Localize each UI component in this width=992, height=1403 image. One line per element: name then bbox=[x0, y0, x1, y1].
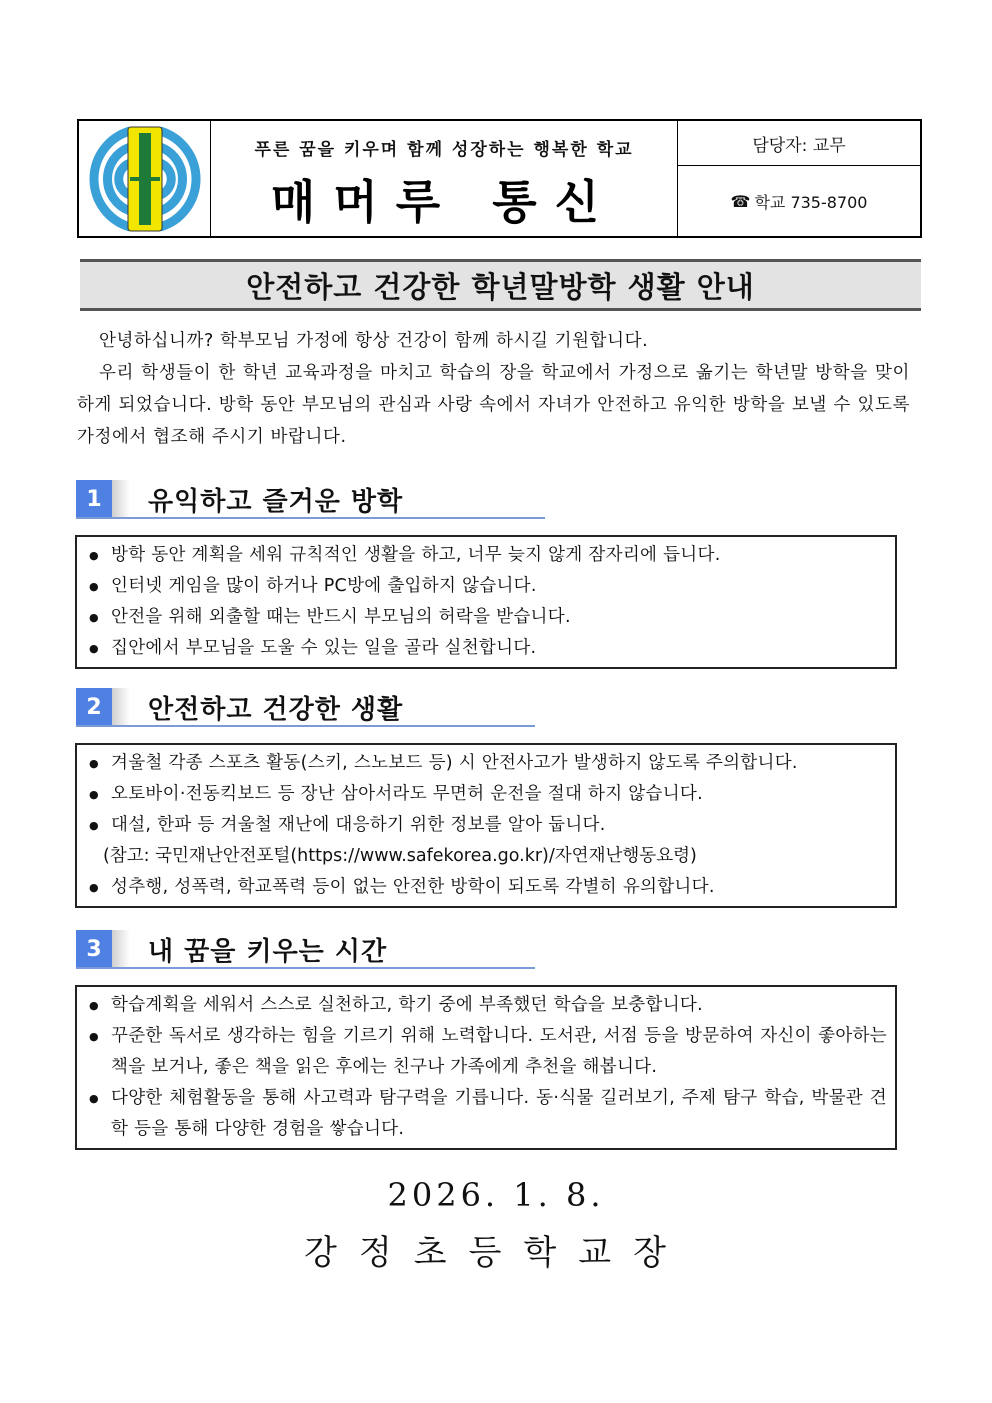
section-number: 2 bbox=[76, 688, 112, 726]
intro-text bbox=[77, 325, 910, 453]
newsletter-header bbox=[77, 119, 922, 238]
list-item: ● 오토바이·전동킥보드 등 장난 삼아서라도 무면허 운전을 절대 하지 않습니다. bbox=[85, 779, 887, 810]
list-item: ● 집안에서 부모님을 도울 수 있는 일을 골라 실천합니다. bbox=[85, 633, 887, 664]
principal-signature: 강정초등학교장 bbox=[304, 1233, 688, 1273]
list-item: ● 학습계획을 세워서 스스로 실천하고, 학기 중에 부족했던 학습을 보충합니다. bbox=[85, 990, 887, 1021]
list-item: ● 안전을 위해 외출할 때는 반드시 부모님의 허락을 받습니다. bbox=[85, 602, 887, 633]
reference-note: (참고: 국민재난안전포털(https://www.safekorea.go.kr)/자연재난행동요령) bbox=[103, 846, 697, 866]
school-logo bbox=[79, 121, 211, 236]
newsletter-title: 매머루 통신 bbox=[270, 175, 618, 229]
section-underline bbox=[76, 517, 545, 519]
section-1-header bbox=[76, 478, 403, 520]
main-title: 안전하고 건강한 학년말방학 생활 안내 bbox=[80, 259, 921, 311]
list-item: ● 인터넷 게임을 많이 하거나 PC방에 출입하지 않습니다. bbox=[85, 571, 887, 602]
phone-number: 학교 735-8700 bbox=[754, 192, 868, 212]
school-emblem-icon bbox=[82, 123, 208, 235]
section-title: 안전하고 건강한 생활 bbox=[148, 694, 404, 725]
telephone-icon: ☎ bbox=[730, 191, 751, 211]
list-item: ● 다양한 체험활동을 통해 사고력과 탐구력을 기릅니다. 동·식물 길러보기, 주제 탐구 학습, 박물관 견학 등을 통해 다양한 경험을 쌓습니다. bbox=[85, 1083, 887, 1145]
section-underline bbox=[76, 967, 535, 969]
section-3-box bbox=[75, 985, 897, 1150]
section-divider bbox=[112, 480, 130, 518]
section-1-box bbox=[75, 535, 897, 669]
section-title: 유익하고 즐거운 방학 bbox=[148, 486, 404, 517]
list-item: ● 방학 동안 계획을 세워 규칙적인 생활을 하고, 너무 늦지 않게 잠자리에 듭니다. bbox=[85, 540, 887, 571]
intro-greeting: 안녕하십니까? 학부모님 가정에 항상 건강이 함께 하시길 기원합니다. bbox=[99, 331, 649, 351]
section-number: 1 bbox=[76, 480, 112, 518]
section-2-header bbox=[76, 686, 403, 728]
issue-date: 2026. 1. 8. bbox=[387, 1176, 605, 1214]
contact-cell bbox=[678, 121, 920, 236]
section-3-header bbox=[76, 928, 387, 970]
phone-info bbox=[678, 166, 920, 236]
list-item: ● 대설, 한파 등 겨울철 재난에 대응하기 위한 정보를 알아 둡니다. bbox=[85, 810, 887, 841]
title-cell bbox=[211, 121, 678, 236]
list-item: ● 겨울철 각종 스포츠 활동(스키, 스노보드 등) 시 안전사고가 발생하지 않도록 주의합니다. bbox=[85, 748, 887, 779]
section-number: 3 bbox=[76, 930, 112, 968]
section-divider bbox=[112, 930, 130, 968]
section-title: 내 꿈을 키우는 시간 bbox=[148, 936, 388, 967]
manager-label: 담당자: 교무 bbox=[678, 121, 920, 166]
list-item: ● 꾸준한 독서로 생각하는 힘을 기르기 위해 노력합니다. 도서관, 서점 등을 방문하여 자신이 좋아하는 책을 보거나, 좋은 책을 읽은 후에는 친구나 가족에게 추천을 해봅니다. bbox=[85, 1021, 887, 1083]
section-2-box bbox=[75, 743, 897, 908]
school-motto: 푸른 꿈을 키우며 함께 성장하는 행복한 학교 bbox=[254, 140, 634, 160]
intro-body: 우리 학생들이 한 학년 교육과정을 마치고 학습의 장을 학교에서 가정으로 옮기는 학년말 방학을 맞이하게 되었습니다. 방학 동안 부모님의 관심과 사랑 속에서 자녀가 안전하고 유익한 방학을 보낼 수 있도록 가정에서 협조해 주시기 바랍니다. bbox=[77, 363, 910, 447]
list-item: ● 성추행, 성폭력, 학교폭력 등이 없는 안전한 방학이 되도록 각별히 유의합니다. bbox=[85, 872, 887, 903]
section-underline bbox=[76, 725, 535, 727]
section-divider bbox=[112, 688, 130, 726]
